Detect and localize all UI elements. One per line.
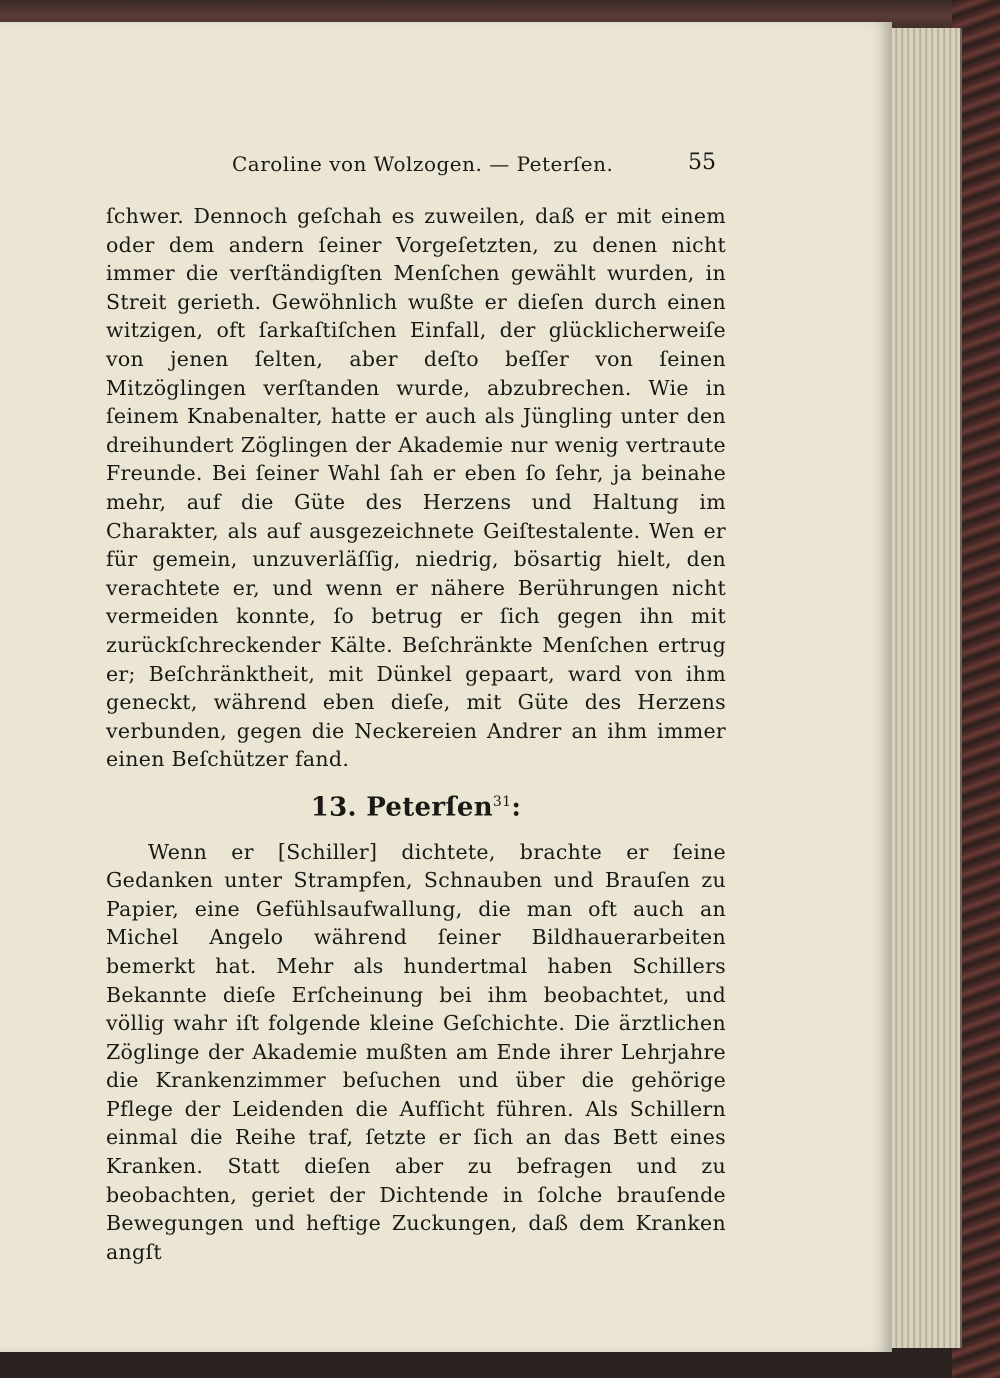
- book-page: [0, 22, 892, 1352]
- page-number: 55: [688, 150, 716, 175]
- footnote-reference: 31: [492, 793, 512, 810]
- body-text: [106, 202, 726, 1266]
- section-heading-text: 13. Peterſen: [310, 792, 493, 823]
- section-heading: [106, 786, 726, 824]
- page-edges: [880, 28, 962, 1348]
- paragraph-2: Wenn er [Schiller] dichtete, brachte er ſeine Gedanken unter Strampfen, Schnauben und Brauſen zu Papier, eine Gefühlsaufwallung, die man oft auch an Michel Angelo während ſeiner Bildhauerarbeiten bemerkt hat. Mehr als hundertmal haben Schillers Bekannte dieſe Erſcheinung bei ihm beobachtet, und völlig wahr iſt folgende kleine Geſchichte. Die ärztlichen Zöglinge der Akademie mußten am Ende ihrer Lehrjahre die Krankenzimmer beſuchen und über die gehörige Pflege der Leidenden die Aufſicht führen. Als Schillern einmal die Reihe traf, ſetzte er ſich an das Bett eines Kranken. Statt dieſen aber zu befragen und zu beobachten, geriet der Dichtende in ſolche brauſende Bewegungen und heftige Zuckungen, daß dem Kranken angſt: [106, 839, 726, 1264]
- page-header: [0, 152, 892, 182]
- running-title: Caroline von Wolzogen. — Peterſen.: [232, 152, 614, 176]
- paragraph-1: ſchwer. Dennoch geſchah es zuweilen, daß er mit einem oder dem andern ſeiner Vorgeſetzten, zu denen nicht immer die verſtändigſten Menſchen gewählt wurden, in Streit gerieth. Gewöhnlich wußte er dieſen durch einen witzigen, oft ſarkaſtiſchen Einfall, der glücklicherweiſe von jenen ſelten, aber deſto beſſer von ſeinen Mitzöglingen verſtanden wurde, abzubrechen. Wie in ſeinem Knabenalter, hatte er auch als Jüngling unter den dreihundert Zöglingen der Akademie nur wenig vertraute Freunde. Bei ſeiner Wahl ſah er eben ſo ſehr, ja beinahe mehr, auf die Güte des Herzens und Haltung im Charakter, als auf ausgezeichnete Geiſtestalente. Wen er für gemein, unzuverläſſig, niedrig, bösartig hielt, den verachtete er, und wenn er nähere Berührungen nicht vermeiden konnte, ſo betrug er ſich gegen ihn mit zurückſchreckender Kälte. Beſchränkte Menſchen ertrug er; Beſchränktheit, mit Dünkel gepaart, ward von ihm geneckt, während eben dieſe, mit Güte des Herzens verbunden, gegen die Neckereien Andrer an ihm immer einen Beſchützer fand.: [106, 204, 726, 772]
- section-heading-colon: :: [511, 792, 522, 823]
